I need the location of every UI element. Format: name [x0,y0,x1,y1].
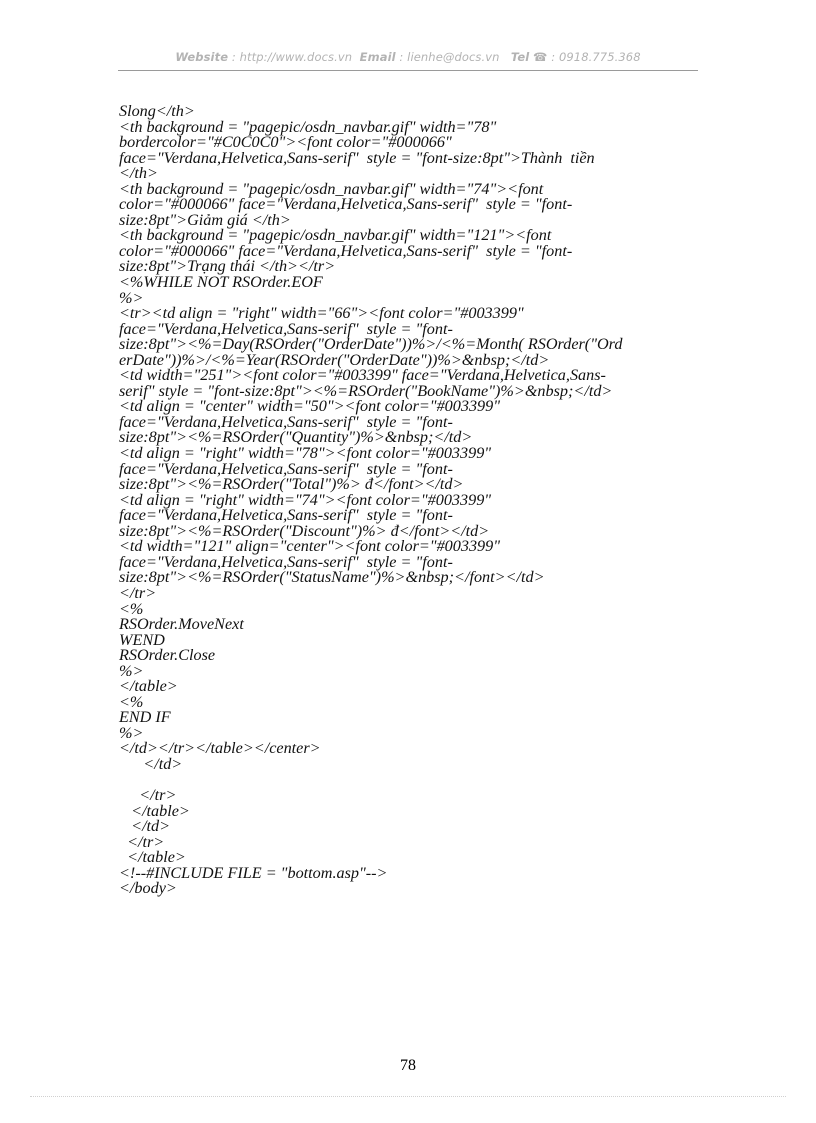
code-line: </td> [119,754,183,773]
code-line: size:8pt"><%=RSOrder("Discount")%> đ</font></td> [119,521,490,540]
code-line: color="#000066" face="Verdana,Helvetica,Sans-serif" style = "font- [119,241,573,260]
code-line: </table> [119,801,190,820]
code-line: <th background = "pagepic/osdn_navbar.gif" width="78" [119,117,497,136]
page-number: 78 [400,1057,416,1074]
code-line: <td width="251"><font color="#003399" face="Verdana,Helvetica,Sans- [119,366,606,385]
code-line: erDate"))%>/<%=Year(RSOrder("OrderDate"))%>&nbsp;</td> [119,350,550,369]
header-divider [118,70,698,71]
code-line: size:8pt"><%=Day(RSOrder("OrderDate"))%>/<%=Month( RSOrder("Ord [119,335,623,354]
code-line: face="Verdana,Helvetica,Sans-serif" style = "font- [119,506,453,525]
code-line: <td align = "right" width="78"><font color="#003399" [119,444,492,463]
code-line: <!--#INCLUDE FILE = "bottom.asp"--> [119,863,388,882]
code-line: <td width="121" align="center"><font color="#003399" [119,537,501,556]
code-line: size:8pt">Giảm giá </th> [119,210,291,229]
code-line: </tr> [119,832,165,851]
code-line: </th> [119,164,158,183]
code-line: Slong</th> [119,102,195,120]
code-line [119,773,699,789]
code-line: </tr> [119,786,177,805]
code-line: color="#000066" face="Verdana,Helvetica,Sans-serif" style = "font- [119,195,573,214]
phone-icon: ☎ [533,50,548,64]
code-line: serif" style = "font-size:8pt"><%=RSOrder("BookName")%>&nbsp;</td> [119,381,613,400]
code-line: %> [119,288,144,307]
code-line: <td align = "center" width="50"><font color="#003399" [119,397,501,416]
code-line: <%WHILE NOT RSOrder.EOF [119,273,323,292]
code-line: face="Verdana,Helvetica,Sans-serif" style = "font-size:8pt">Thành tiền [119,148,595,167]
code-line: RSOrder.MoveNext [119,615,244,634]
code-line: <th background = "pagepic/osdn_navbar.gif" width="121"><font [119,226,552,245]
code-line: <tr><td align = "right" width="66"><font color="#003399" [119,304,524,323]
tel-label: Tel [510,50,530,64]
tel-number: : 0918.775.368 [551,50,641,64]
website-url: : http://www.docs.vn [231,50,353,64]
code-line: face="Verdana,Helvetica,Sans-serif" style = "font- [119,552,453,571]
code-line: <th background = "pagepic/osdn_navbar.gif" width="74"><font [119,179,544,198]
code-line: bordercolor="#C0C0C0"><font color="#000066" [119,133,452,152]
code-line: RSOrder.Close [119,646,216,665]
email-address: : lienhe@docs.vn [399,50,500,64]
code-line: size:8pt"><%=RSOrder("Total")%> đ</font></td> [119,475,464,494]
footer-divider [30,1096,786,1097]
code-line: <td align = "right" width="74"><font color="#003399" [119,490,492,509]
code-line: END IF [119,708,171,727]
code-line: size:8pt"><%=RSOrder("StatusName")%>&nbsp;</font></td> [119,568,545,587]
code-line: %> [119,661,144,680]
code-line: </td></tr></table></center> [119,739,321,758]
page-header [118,50,698,64]
code-line: <% [119,692,144,711]
code-line: </table> [119,848,186,867]
code-line: size:8pt">Trạng thái </th></tr> [119,257,336,276]
code-line: </tr> [119,583,157,602]
code-line: WEND [119,630,165,649]
code-line: face="Verdana,Helvetica,Sans-serif" style = "font- [119,319,453,338]
email-label: Email [359,50,396,64]
code-listing [119,104,699,897]
code-line: face="Verdana,Helvetica,Sans-serif" style = "font- [119,459,453,478]
code-line: %> [119,723,144,742]
code-line: </td> [119,817,171,836]
code-line: size:8pt"><%=RSOrder("Quantity")%>&nbsp;</td> [119,428,473,447]
code-line: <% [119,599,144,618]
code-line: </table> [119,677,178,696]
website-label: Website [175,50,229,64]
code-line: face="Verdana,Helvetica,Sans-serif" style = "font- [119,412,453,431]
code-line: </body> [119,879,177,898]
